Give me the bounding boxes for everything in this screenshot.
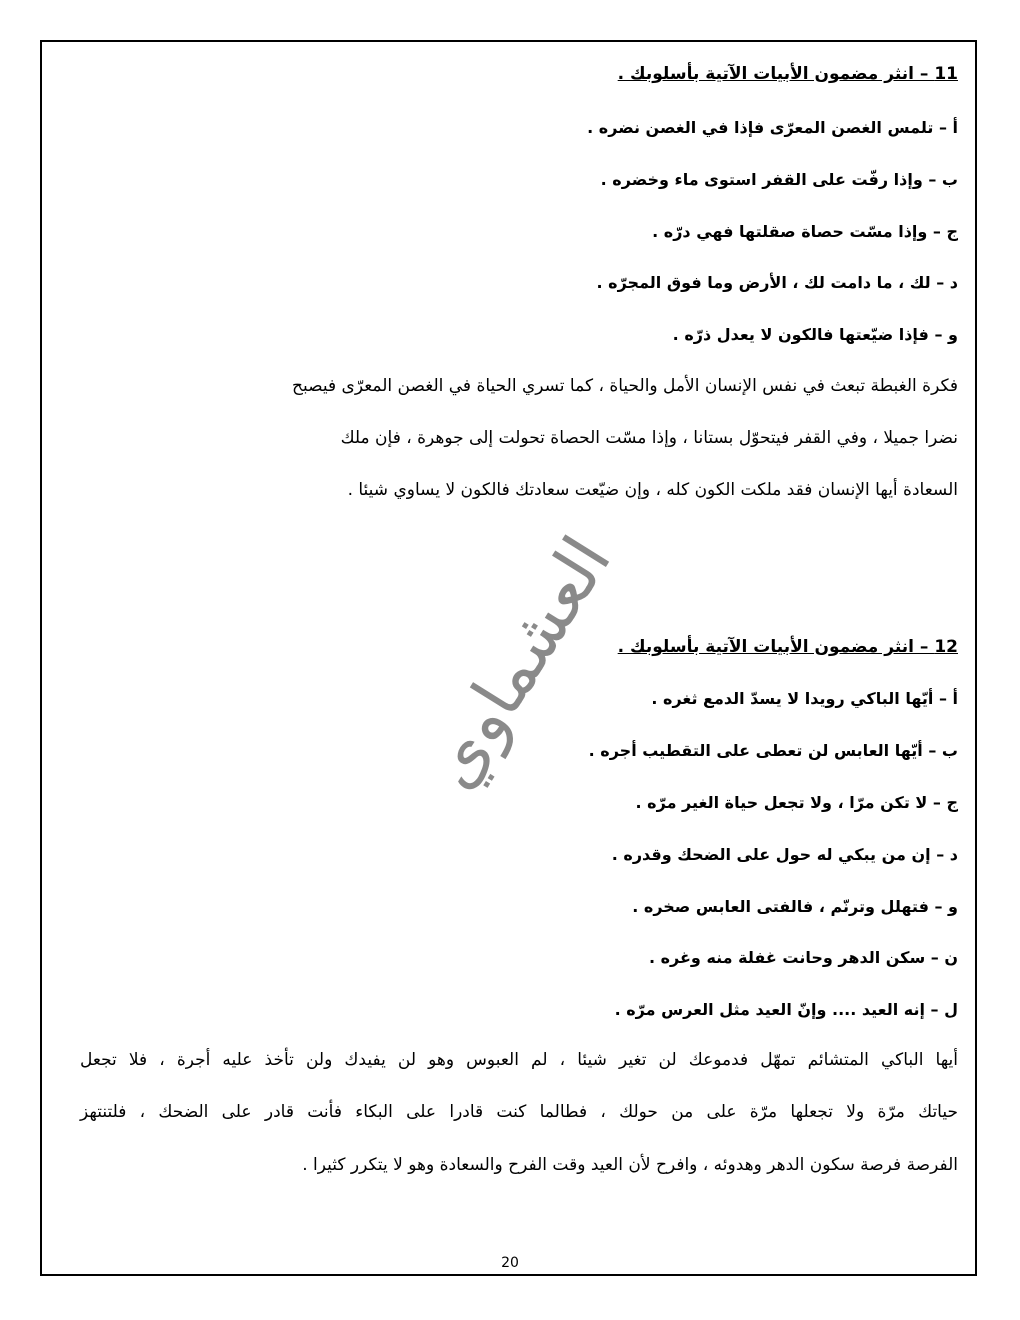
section-12-prose-line: حياتك مرّة ولا تجعلها مرّة على من حولك ، فطالما كنت قادرا على البكاء فأنت قادر على الضحك ، فلتنتهز — [80, 1102, 958, 1122]
section-11-heading: 11 – انثر مضمون الأبيات الآتية بأسلوبك . — [617, 64, 958, 84]
section-11-verse: أ – تلمس الغصن المعرّى فإذا في الغصن نضره . — [587, 118, 958, 137]
section-11-verse: ب – وإذا رفّت على القفر استوى ماء وخضره . — [600, 170, 958, 189]
section-12-verse: و – فتهلل وترنّم ، فالفتى العابس صخره . — [632, 897, 958, 916]
watermark-signature: العشماوي — [412, 523, 627, 803]
section-12-verse: د – إن من يبكي له حول على الضحك وقدره . — [611, 845, 958, 864]
section-12-prose-line: الفرصة فرصة سكون الدهر وهدوئه ، وافرح لأن العيد وقت الفرح والسعادة وهو لا يتكرر كثيرا . — [302, 1155, 958, 1175]
section-11-prose-line: نضرا جميلا ، وفي القفر فيتحوّل بستانا ، وإذا مسّت الحصاة تحولت إلى جوهرة ، فإن ملك — [340, 428, 958, 448]
section-12-verse: ب – أيّها العابس لن تعطى على التقطيب أجره . — [588, 741, 958, 760]
section-12-prose-line: أيها الباكي المتشائم تمهّل فدموعك لن تغير شيئا ، لم العبوس وهو لن يفيدك ولن تأخذ عليه أجرة ، فلا تجعل — [80, 1050, 958, 1070]
page-number: 20 — [501, 1255, 519, 1271]
section-12-heading: 12 – انثر مضمون الأبيات الآتية بأسلوبك . — [617, 637, 958, 657]
section-12-verse: أ – أيّها الباكي رويدا لا يسدّ الدمع ثغره . — [651, 689, 958, 708]
section-11-verse: د – لك ، ما دامت لك ، الأرض وما فوق المجرّه . — [596, 273, 958, 292]
section-11-prose-line: فكرة الغبطة تبعث في نفس الإنسان الأمل والحياة ، كما تسري الحياة في الغصن المعرّى فيصبح — [292, 376, 958, 396]
section-11-verse: و – فإذا ضيّعتها فالكون لا يعدل ذرّه . — [672, 325, 958, 344]
section-11-verse: ج – وإذا مسّت حصاة صقلتها فهي درّه . — [652, 222, 958, 241]
section-12-verse: ج – لا تكن مرّا ، ولا تجعل حياة الغير مرّه . — [635, 793, 958, 812]
section-12-verse: ل – إنه العيد .... وإنّ العيد مثل العرس مرّه . — [614, 1000, 958, 1019]
section-12-verse: ن – سكن الدهر وحانت غفلة منه وغره . — [648, 948, 958, 967]
section-11-prose-line: السعادة أيها الإنسان فقد ملكت الكون كله ، وإن ضيّعت سعادتك فالكون لا يساوي شيئا . — [347, 480, 958, 500]
